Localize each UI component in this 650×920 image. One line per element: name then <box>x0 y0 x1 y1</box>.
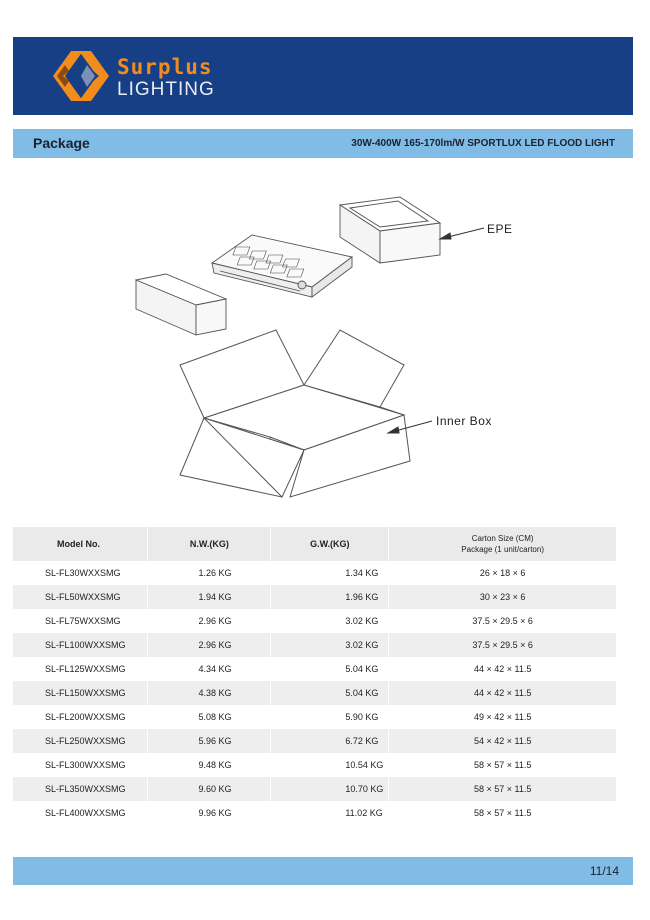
section-title: Package <box>33 135 90 151</box>
col-header-nw: N.W.(KG) <box>148 527 271 561</box>
package-illustration <box>0 175 650 515</box>
cell-model: SL-FL125WXXSMG <box>13 657 148 681</box>
inner-box <box>180 330 410 497</box>
cell-nw: 9.60 KG <box>148 777 271 801</box>
table-row <box>13 633 617 657</box>
cell-carton: 44 × 42 × 11.5 <box>389 681 617 705</box>
cell-nw: 9.96 KG <box>148 801 271 825</box>
inner-box-label: Inner Box <box>436 414 492 428</box>
cell-model: SL-FL300WXXSMG <box>13 753 148 777</box>
cell-nw: 9.48 KG <box>148 753 271 777</box>
col-header-carton-line2: Package (1 unit/carton) <box>461 545 544 554</box>
cell-carton: 58 × 57 × 11.5 <box>389 753 617 777</box>
cell-gw: 3.02 KG <box>271 633 389 657</box>
cell-carton: 49 × 42 × 11.5 <box>389 705 617 729</box>
cell-gw: 10.54 KG <box>271 753 389 777</box>
cell-nw: 2.96 KG <box>148 609 271 633</box>
cell-gw: 5.90 KG <box>271 705 389 729</box>
flood-light-fixture <box>212 235 352 297</box>
brand-logo-icon <box>51 51 111 101</box>
cell-model: SL-FL150WXXSMG <box>13 681 148 705</box>
cell-carton: 26 × 18 × 6 <box>389 561 617 585</box>
cell-carton: 44 × 42 × 11.5 <box>389 657 617 681</box>
cell-model: SL-FL400WXXSMG <box>13 801 148 825</box>
cell-model: SL-FL50WXXSMG <box>13 585 148 609</box>
cell-model: SL-FL350WXXSMG <box>13 777 148 801</box>
cell-gw: 5.04 KG <box>271 657 389 681</box>
table-row <box>13 729 617 753</box>
cell-nw: 4.34 KG <box>148 657 271 681</box>
page-number: 11/14 <box>589 864 619 878</box>
cell-model: SL-FL100WXXSMG <box>13 633 148 657</box>
cell-model: SL-FL200WXXSMG <box>13 705 148 729</box>
table-row <box>13 561 617 585</box>
cell-nw: 2.96 KG <box>148 633 271 657</box>
cell-nw: 4.38 KG <box>148 681 271 705</box>
table-row <box>13 681 617 705</box>
epe-foam-block-left <box>136 274 226 335</box>
col-header-carton <box>389 527 617 561</box>
epe-label: EPE <box>487 222 513 236</box>
cell-gw: 6.72 KG <box>271 729 389 753</box>
table-header-row <box>13 527 617 561</box>
cell-carton: 58 × 57 × 11.5 <box>389 777 617 801</box>
cell-gw: 10.70 KG <box>271 777 389 801</box>
brand-name-line1: Surplus <box>117 55 213 79</box>
cell-nw: 5.96 KG <box>148 729 271 753</box>
cell-gw: 3.02 KG <box>271 609 389 633</box>
table-row <box>13 777 617 801</box>
cell-gw: 5.04 KG <box>271 681 389 705</box>
header-banner <box>13 37 633 115</box>
cell-carton: 30 × 23 × 6 <box>389 585 617 609</box>
table-row <box>13 609 617 633</box>
table-row <box>13 705 617 729</box>
cell-nw: 5.08 KG <box>148 705 271 729</box>
cell-nw: 1.94 KG <box>148 585 271 609</box>
table-row <box>13 657 617 681</box>
package-spec-table <box>13 527 617 825</box>
footer-bar <box>13 857 633 885</box>
table-body <box>13 561 617 825</box>
section-header <box>13 129 633 158</box>
package-diagram <box>0 175 650 515</box>
cell-model: SL-FL30WXXSMG <box>13 561 148 585</box>
table-row <box>13 801 617 825</box>
col-header-model: Model No. <box>13 527 148 561</box>
cell-gw: 1.34 KG <box>271 561 389 585</box>
epe-foam-block-right <box>340 197 440 263</box>
brand-name-line2: LIGHTING <box>117 79 215 100</box>
col-header-gw: G.W.(KG) <box>271 527 389 561</box>
table-row <box>13 753 617 777</box>
cell-gw: 11.02 KG <box>271 801 389 825</box>
cell-nw: 1.26 KG <box>148 561 271 585</box>
col-header-carton-line1: Carton Size (CM) <box>471 534 534 543</box>
cell-carton: 54 × 42 × 11.5 <box>389 729 617 753</box>
table-row <box>13 585 617 609</box>
cell-carton: 58 × 57 × 11.5 <box>389 801 617 825</box>
cell-carton: 37.5 × 29.5 × 6 <box>389 633 617 657</box>
cell-model: SL-FL75WXXSMG <box>13 609 148 633</box>
cell-model: SL-FL250WXXSMG <box>13 729 148 753</box>
product-title: 30W-400W 165-170lm/W SPORTLUX LED FLOOD LIGHT <box>351 138 615 149</box>
cell-gw: 1.96 KG <box>271 585 389 609</box>
cell-carton: 37.5 × 29.5 × 6 <box>389 609 617 633</box>
